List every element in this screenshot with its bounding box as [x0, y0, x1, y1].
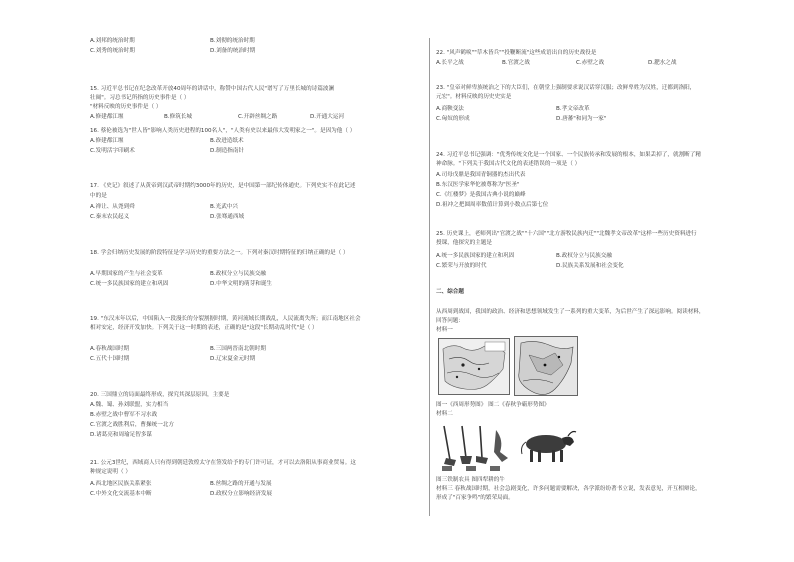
option-c[interactable]: C.秦末农民起义 — [90, 214, 130, 220]
question-text: 22. "风声鹤唳""草木皆兵""投鞭断流"这些成语出自的历史战役是 — [436, 50, 597, 56]
option-a[interactable]: A.西北地区民族关系紧张 — [90, 481, 152, 487]
question-text: 元宏"。材料反映的历史史实是 — [436, 94, 512, 100]
option-b[interactable]: B.改进造纸术 — [210, 138, 244, 144]
map-icon — [515, 337, 577, 395]
question-text: 16. 蔡伦被选为"世人皆"影响人类历史进程的100名人"，"人类有史以来最伟大发明家之一"。是因为他（ ） — [90, 128, 356, 134]
question-text: 25. 历史课上，老师列出"官渡之战""十六国""北方游牧民族内迁""北魏孝文帝改革"这样一些历史资料进行 — [436, 231, 697, 237]
option-b[interactable]: B.三国两晋南北朝时期 — [210, 346, 266, 352]
option-a[interactable]: A.修建都江堰 — [90, 114, 124, 120]
option-c[interactable]: C.《红楼梦》是我国古典小说的巅峰 — [436, 192, 526, 198]
option-d[interactable]: D.制造指南针 — [210, 148, 245, 154]
material-label: 材料二 — [436, 411, 453, 417]
spring-autumn-map — [514, 336, 578, 396]
question-text: 18. 学会归纳历史发展的阶段特征是学习历史的重要方法之一。下列对秦汉时期特征的归纳正确的是（ ） — [90, 250, 349, 256]
option-d[interactable]: D.中华文明的萌芽和诞生 — [210, 281, 273, 287]
question-text: 种规定说明（ ） — [90, 469, 131, 475]
question-text: 23. "皇帝对鲜卑族统治之下的大臣们，在朝堂上强制要求说汉话穿汉服；改鲜卑姓为汉姓，迁都到洛阳， — [436, 85, 696, 91]
option-b[interactable]: B.孝文帝改革 — [556, 106, 590, 112]
option-a[interactable]: A.禅让、从尧到舜 — [90, 204, 135, 210]
option-b[interactable]: B.东汉医学家华佗被尊称为"医圣" — [436, 182, 520, 188]
question-text: 19. "东汉末年以后，中国陷入一段漫长的分裂割据时期，黄河流域长期战乱，人民流离失所；而江南地区社会 — [90, 316, 361, 322]
option-d[interactable]: D.辽宋夏金元时期 — [210, 356, 256, 362]
option-c[interactable]: C.统一多民族国家的建立和巩固 — [90, 281, 169, 287]
material-label: 材料一 — [436, 327, 453, 333]
option-a[interactable]: A.商鞅变法 — [436, 106, 464, 112]
option-c[interactable]: C.开辟丝绸之路 — [238, 114, 278, 120]
figure-caption: 图一《西周形势图》 图二《春秋争霸形势图》 — [436, 402, 550, 408]
map-icon — [439, 339, 509, 394]
ox-icon — [518, 424, 578, 468]
ox-figure — [518, 424, 578, 468]
option-c[interactable]: C.中外文化交流基本中断 — [90, 491, 152, 497]
option-b[interactable]: B.官渡之战 — [502, 60, 530, 66]
option-d[interactable]: D.政权分立影响经济发展 — [210, 491, 273, 497]
option-b[interactable]: B.政权分立与民族交融 — [210, 271, 266, 277]
question-text: 15. 习近平总书记在纪念改革开放40周年的讲话中，称赞中国古代人民"谱写了万里长城的诗篇波澜 — [90, 86, 335, 92]
option-c[interactable]: C.匈奴的形成 — [436, 116, 470, 122]
option-d[interactable]: D.祖冲之把圆周率数值计算到小数点后第七位 — [436, 202, 549, 208]
column-divider — [429, 38, 430, 516]
option-b[interactable]: B.丝绸之路的开通与发展 — [210, 481, 272, 487]
option-a[interactable]: A.长平之战 — [436, 60, 464, 66]
option-d[interactable]: D.开通大运河 — [310, 114, 345, 120]
option-a[interactable]: A.司母戊鼎是我国青铜器的杰出代表 — [436, 172, 526, 178]
question-text: "材料反映的历史事件是（ ） — [90, 104, 162, 110]
option-c[interactable]: C.繁荣与开放的时代 — [436, 263, 487, 269]
question-text: 从西周到战国，我国的政治、经济和思想领域发生了一系列的重大变革，为后世产生了深远影响。阅读材料， — [436, 309, 705, 315]
section-title: 二、综合题 — [436, 289, 464, 295]
question-text: 壮阔"。习总书记所指的历史事件是（ ） — [90, 95, 190, 101]
option-d[interactable]: D.淝水之战 — [648, 60, 677, 66]
option-d[interactable]: D.唐蕃"和同为一家" — [556, 116, 607, 122]
option-a[interactable]: A.修建都江堰 — [90, 138, 124, 144]
option-d[interactable]: D.刘备的统治时期 — [210, 48, 256, 54]
option-a[interactable]: A.统一多民族国家的建立和巩固 — [436, 253, 515, 259]
option-a[interactable]: A.春秋战国时期 — [90, 346, 130, 352]
option-c[interactable]: C.赤壁之战 — [576, 60, 605, 66]
material-three-text: 材料三 春秋战国时期，社会急剧变化，许多问题需要解决，各学派纷纷著书立说，发表意见，开互相辩论， — [436, 486, 701, 492]
material-three-text: 形成了"百家争鸣"的繁荣局面。 — [436, 495, 514, 501]
question-text: 神命脉。"下列关于我国古代文化的表述错误的一项是（ ） — [436, 161, 581, 167]
iron-tools-figure — [438, 422, 514, 472]
option-b[interactable]: B.赤壁之战中曹军不习水战 — [90, 412, 158, 418]
option-b[interactable]: B.修筑长城 — [164, 114, 192, 120]
question-text: 相对安定，经济开发加快。下列关于这一时期的表述，正确的是"这段"长期动乱时代"是（ ） — [90, 325, 318, 331]
option-d[interactable]: D.民族关系发展和社会变化 — [556, 263, 624, 269]
question-text: 中的是 — [90, 193, 107, 199]
option-d[interactable]: D.张骞通西域 — [210, 214, 245, 220]
option-a[interactable]: A.早期国家的产生与社会变革 — [90, 271, 163, 277]
question-text: 回答问题： — [436, 318, 464, 324]
option-c[interactable]: C.五代十国时期 — [90, 356, 130, 362]
question-text: 24. 习近平总书记强调："优秀传统文化是一个国家、一个民族传承和发展的根本，如果丢掉了，就割断了精 — [436, 152, 701, 158]
question-text: 21. 公元3世纪，西域商人只有得到朝廷敦煌太守在签发给予的专门许可证，才可以去洛阳从事商业贸易。这 — [90, 460, 356, 466]
option-c[interactable]: C.刘秀的统治时期 — [90, 48, 135, 54]
farming-tools-icon — [438, 422, 514, 472]
option-a[interactable]: A.刘邦的统治时期 — [90, 38, 135, 44]
question-text: 授课，他探究的主题是 — [436, 240, 492, 246]
option-b[interactable]: B.刘彻的统治时期 — [210, 38, 255, 44]
option-c[interactable]: C.官渡之战胜利后，曹操统一北方 — [90, 422, 174, 428]
western-zhou-map — [438, 338, 510, 395]
option-d[interactable]: D.诸葛亮和周瑜足智多谋 — [90, 432, 153, 438]
figure-caption: 图三铁制农具 图四犁耕的牛 — [436, 477, 505, 483]
option-b[interactable]: B.政权分立与民族交融 — [556, 253, 612, 259]
question-text: 17. 《史记》叙述了从黄帝到汉武帝时期约3000年的历史，是中国第一部纪传体通史。下列史实不在此记述 — [90, 183, 356, 189]
option-c[interactable]: C.发明活字印刷术 — [90, 148, 135, 154]
option-b[interactable]: B.光武中兴 — [210, 204, 238, 210]
question-text: 20. 三国鼎立的局面最终形成，探究其深层原因，主要是 — [90, 392, 230, 398]
option-a[interactable]: A.魏、蜀、孙刘联盟，实力相当 — [90, 402, 169, 408]
